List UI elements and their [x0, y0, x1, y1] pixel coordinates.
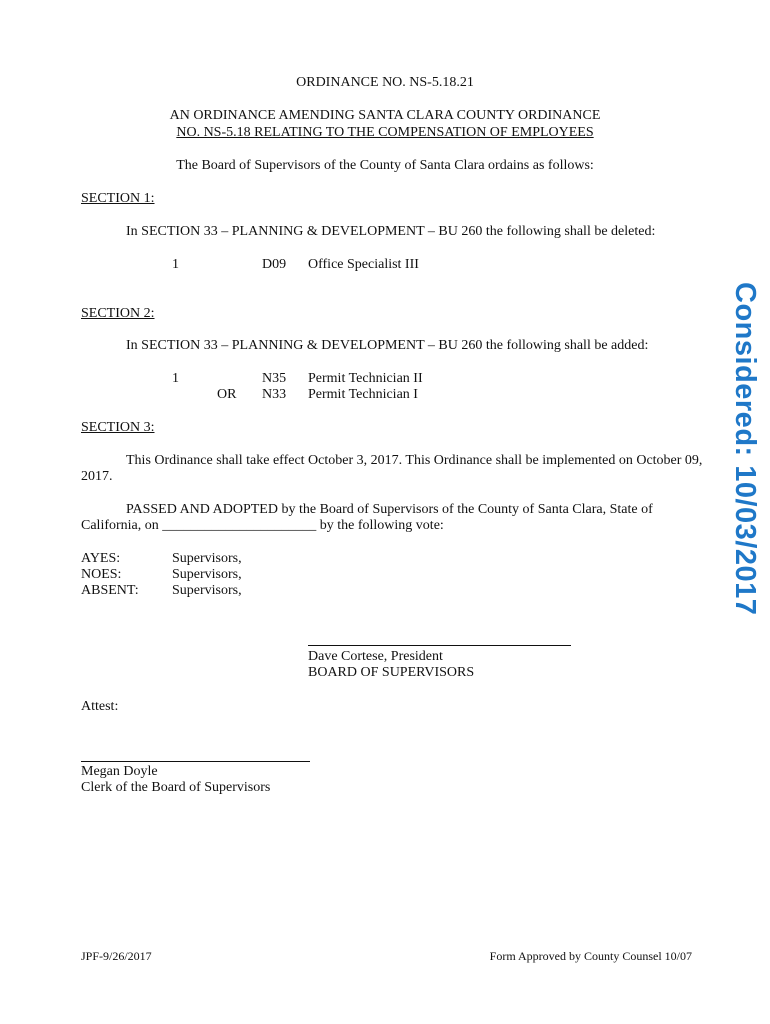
- president-title: BOARD OF SUPERVISORS: [308, 665, 475, 680]
- ordinance-number: ORDINANCE NO. NS-5.18.21: [296, 75, 474, 90]
- vote-value: Supervisors,: [172, 567, 242, 582]
- vote-label: ABSENT:: [81, 583, 139, 598]
- president-signature-line: [308, 645, 571, 646]
- passed-text-line1: PASSED AND ADOPTED by the Board of Supervisors of the County of Santa Clara, State of: [126, 502, 653, 517]
- section1-heading: SECTION 1:: [81, 191, 155, 206]
- passed-text-line2: California, on ______________________ by the following vote:: [81, 518, 444, 533]
- ordinance-title-line1: AN ORDINANCE AMENDING SANTA CLARA COUNTY ORDINANCE: [169, 108, 601, 123]
- vote-value: Supervisors,: [172, 583, 242, 598]
- section2-code: N35: [262, 371, 287, 386]
- considered-stamp: Considered: 10/03/2017: [729, 282, 761, 616]
- section1-text: In SECTION 33 – PLANNING & DEVELOPMENT – BU 260 the following shall be deleted:: [126, 224, 656, 239]
- vote-label: AYES:: [81, 551, 121, 566]
- section2-or: OR: [217, 387, 237, 402]
- section1-code: D09: [262, 257, 287, 272]
- section2-code: N33: [262, 387, 287, 402]
- attest-label: Attest:: [81, 699, 119, 714]
- clerk-title: Clerk of the Board of Supervisors: [81, 780, 271, 795]
- ordinance-title-line2-wrap: [0, 125, 770, 141]
- section2-title: Permit Technician I: [308, 387, 418, 402]
- section3-heading: SECTION 3:: [81, 420, 155, 435]
- footer-right: Form Approved by County Counsel 10/07: [489, 949, 692, 963]
- intro-text: The Board of Supervisors of the County of Santa Clara ordains as follows:: [176, 158, 594, 173]
- president-name: Dave Cortese, President: [308, 649, 443, 664]
- section1-title: Office Specialist III: [308, 257, 419, 272]
- section1-qty: 1: [172, 257, 179, 272]
- footer-left: JPF-9/26/2017: [81, 949, 152, 963]
- ordinance-title-line2: NO. NS-5.18 RELATING TO THE COMPENSATION OF EMPLOYEES: [176, 125, 594, 140]
- section2-title: Permit Technician II: [308, 371, 423, 386]
- effect-text-line1: This Ordinance shall take effect October 3, 2017. This Ordinance shall be implemented on October 09,: [126, 453, 703, 468]
- vote-label: NOES:: [81, 567, 122, 582]
- clerk-name: Megan Doyle: [81, 764, 158, 779]
- section2-heading: SECTION 2:: [81, 306, 155, 321]
- section2-qty: 1: [172, 371, 179, 386]
- vote-value: Supervisors,: [172, 551, 242, 566]
- section2-text: In SECTION 33 – PLANNING & DEVELOPMENT – BU 260 the following shall be added:: [126, 338, 649, 353]
- clerk-signature-line: [81, 761, 310, 762]
- effect-text-line2: 2017.: [81, 469, 113, 484]
